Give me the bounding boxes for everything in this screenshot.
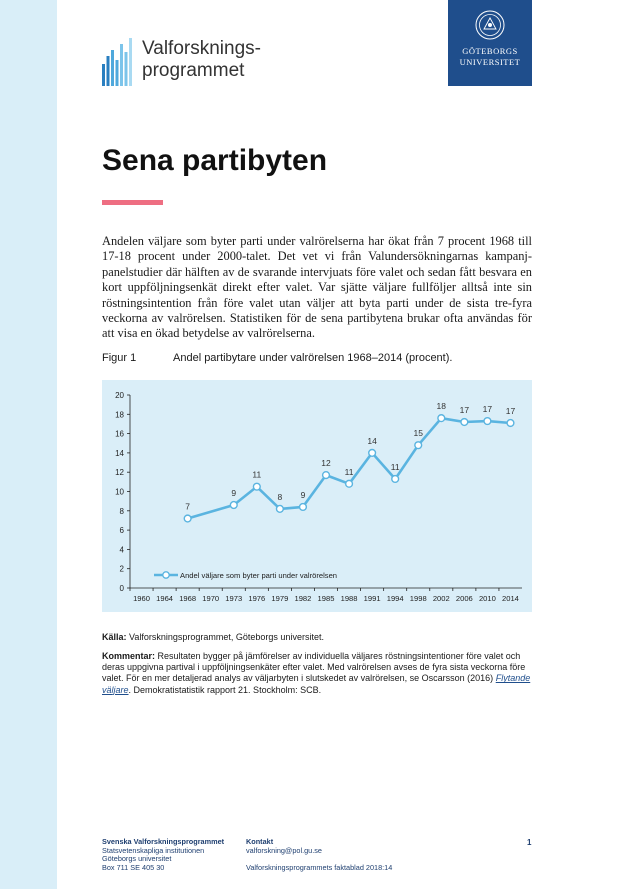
x-tick-label: 1968: [179, 594, 197, 603]
x-tick-label: 1982: [294, 594, 312, 603]
university-seal-icon: [475, 10, 505, 40]
title-accent-bar: [102, 200, 163, 205]
data-point: [484, 418, 491, 425]
valforskningsprogrammet-logo: [102, 36, 302, 88]
comment-label: Kommentar:: [102, 651, 156, 661]
left-color-strip: [0, 0, 57, 889]
footer-dept: Statsvetenskapliga institutionen: [102, 845, 205, 855]
footer: [102, 837, 393, 872]
data-label: 11: [390, 461, 400, 472]
x-tick-label: 1970: [202, 594, 220, 603]
data-label: 12: [321, 458, 331, 469]
data-label: 9: [231, 488, 237, 499]
comment-tail: . Demokratistatistik rapport 21. Stockholm: SCB.: [128, 684, 322, 695]
footer-university: Göteborgs universitet: [102, 854, 172, 864]
data-point: [184, 515, 191, 522]
data-point: [507, 420, 514, 427]
data-label: 8: [277, 491, 283, 502]
figure-number: Figur 1: [102, 352, 137, 364]
x-tick-label: 1964: [156, 594, 174, 603]
y-tick-label: 14: [115, 448, 124, 458]
footer-email[interactable]: valforskning@pol.gu.se: [246, 845, 322, 855]
x-tick-label: 2010: [478, 594, 496, 603]
y-tick-label: 8: [119, 506, 124, 516]
data-label: 11: [344, 466, 354, 477]
comment-text: Resultaten bygger på jämförelser av individuella väljares röstningsintentioner före valet och deras uppgivna partival i uppföljningsenkäter efter valet. Med valrörelsen avses de fyra sista veckorna före valet. För en mer detaljerad analys av väljarbyten i slutskedet av valrörelsen, se Oscarsson (2016): [102, 651, 526, 684]
chart-panel: [102, 380, 532, 612]
x-tick-label: 1979: [271, 594, 289, 603]
data-label: 14: [367, 435, 377, 446]
x-tick-label: 1976: [248, 594, 266, 603]
logo-text-line2: programmet: [142, 60, 245, 81]
x-tick-label: 1973: [225, 594, 243, 603]
x-tick-label: 2014: [502, 594, 519, 603]
figure-caption: [102, 352, 452, 364]
y-tick-label: 2: [119, 564, 124, 574]
x-tick-label: 1985: [317, 594, 335, 603]
x-tick-label: 1988: [340, 594, 358, 603]
line-chart: [102, 380, 532, 612]
university-name-line2: UNIVERSITET: [459, 57, 521, 67]
x-tick-label: 1960: [133, 594, 150, 603]
data-label: 17: [459, 405, 470, 416]
source-label: Källa:: [102, 632, 127, 642]
x-tick-label: 1991: [363, 594, 381, 603]
x-tick-label: 1998: [409, 594, 427, 603]
data-label: 18: [436, 401, 447, 412]
data-point: [276, 505, 283, 512]
footer-series: Valforskningsprogrammets faktablad 2018:14: [246, 862, 393, 872]
footer-contact-label: Kontakt: [246, 837, 274, 846]
y-tick-label: 0: [119, 584, 124, 593]
data-point: [392, 476, 399, 483]
x-tick-label: 1994: [386, 594, 404, 603]
data-label: 17: [505, 405, 516, 416]
logo-bars-icon: [102, 36, 134, 86]
data-point: [300, 504, 307, 511]
y-tick-label: 6: [119, 526, 124, 536]
data-point: [438, 415, 445, 422]
x-tick-label: 2006: [455, 594, 473, 603]
figure-caption-text: Andel partibytare under valrörelsen 1968–2014 (procent).: [173, 352, 453, 364]
data-label: 7: [185, 501, 191, 512]
footer-org: Svenska Valforskningsprogrammet: [102, 837, 225, 846]
data-point: [461, 419, 468, 426]
page-number: 1: [527, 838, 532, 847]
intro-paragraph: Andelen väljare som byter parti under valrörelserna har ökat från 7 procent 1968 till 17-18 procent under 2000-talet. Det vet vi från Valundersökningarnas kampanj-panelstudier där hälften av de svarande intervjuats före valet och sedan fått besvara en kort uppföljningsenkät direkt efter valet. Var sjätte väljare fullföljer alltså inte sin röstningsintention från före valet utan väljer att byta parti under de sista tre-fyra veckorna av valrörelsen. Statistiken för de sena partibytena brukar ofta användas för att visa en ökad betydelse av valrörelserna.: [102, 234, 532, 341]
y-tick-label: 4: [119, 545, 124, 555]
logo-text-line1: Valforsknings-: [142, 38, 261, 59]
y-tick-label: 20: [115, 391, 124, 400]
data-label: 17: [482, 404, 493, 415]
x-tick-label: 2002: [432, 594, 450, 603]
data-point: [323, 472, 330, 479]
flytande-valjare-link[interactable]: Flytande väljare: [102, 673, 531, 695]
legend-label: Andel väljare som byter parti under valrörelsen: [180, 571, 338, 580]
university-name-line1: GÖTEBORGS: [462, 46, 518, 56]
comment-note: [102, 651, 534, 696]
data-label: 15: [413, 428, 423, 439]
data-point: [369, 450, 376, 457]
data-point: [415, 442, 422, 449]
data-label: 9: [300, 489, 306, 500]
data-label: 11: [252, 469, 262, 480]
y-tick-label: 10: [115, 487, 124, 497]
footer-address: Box 711 SE 405 30: [102, 862, 165, 872]
source-note: [102, 632, 324, 642]
page-title: Sena partibyten: [102, 144, 328, 177]
legend-marker: [163, 572, 169, 578]
data-point: [253, 483, 260, 490]
y-tick-label: 16: [115, 429, 124, 439]
source-text: Valforskningsprogrammet, Göteborgs universitet.: [129, 632, 324, 642]
data-point: [346, 480, 353, 487]
y-tick-label: 12: [115, 468, 124, 478]
data-point: [230, 502, 237, 509]
y-tick-label: 18: [115, 410, 124, 420]
university-logo: [448, 0, 532, 86]
